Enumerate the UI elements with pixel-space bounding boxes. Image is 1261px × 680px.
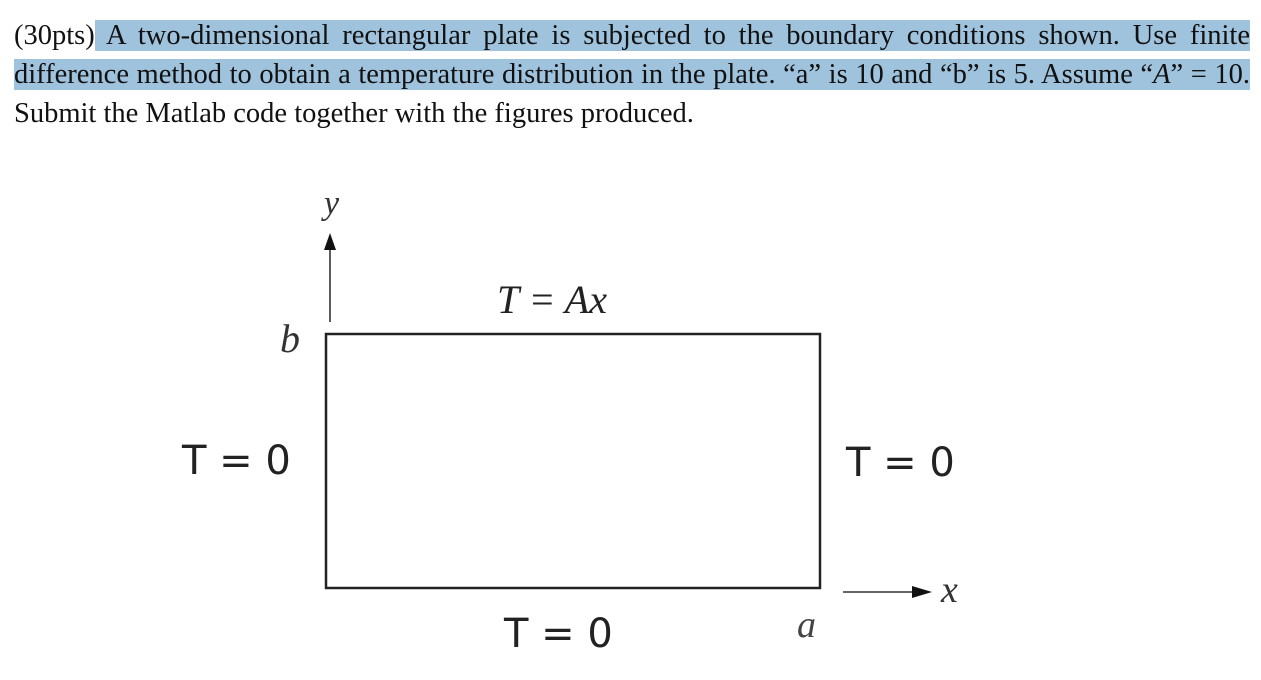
variable-A: A — [1153, 59, 1171, 90]
sentence-1-end: ” = 10. — [1170, 59, 1250, 90]
sentence-2: Submit the Matlab code together with the figures produced. — [14, 98, 694, 129]
sentence-1: A two-dimensional rectangular plate is subjected to the boundary conditions shown. Use finite difference method to obtain a temperature distribution in the plate. “a” is 10 and “b” is 5. Assume “ — [14, 20, 1250, 90]
y-axis-label: y — [324, 185, 340, 222]
top-boundary-condition: T = Ax — [497, 277, 607, 322]
label-b: b — [280, 316, 300, 361]
y-axis-arrowhead — [324, 233, 336, 250]
points-label: (30pts) — [14, 20, 95, 51]
left-boundary-condition: T = 0 — [182, 438, 291, 484]
label-a: a — [797, 604, 816, 646]
bottom-boundary-condition: T = 0 — [504, 611, 613, 657]
x-axis-arrowhead — [912, 586, 932, 598]
x-axis-label: x — [941, 569, 958, 611]
right-boundary-condition: T = 0 — [846, 440, 955, 486]
plate-rectangle — [326, 334, 820, 588]
